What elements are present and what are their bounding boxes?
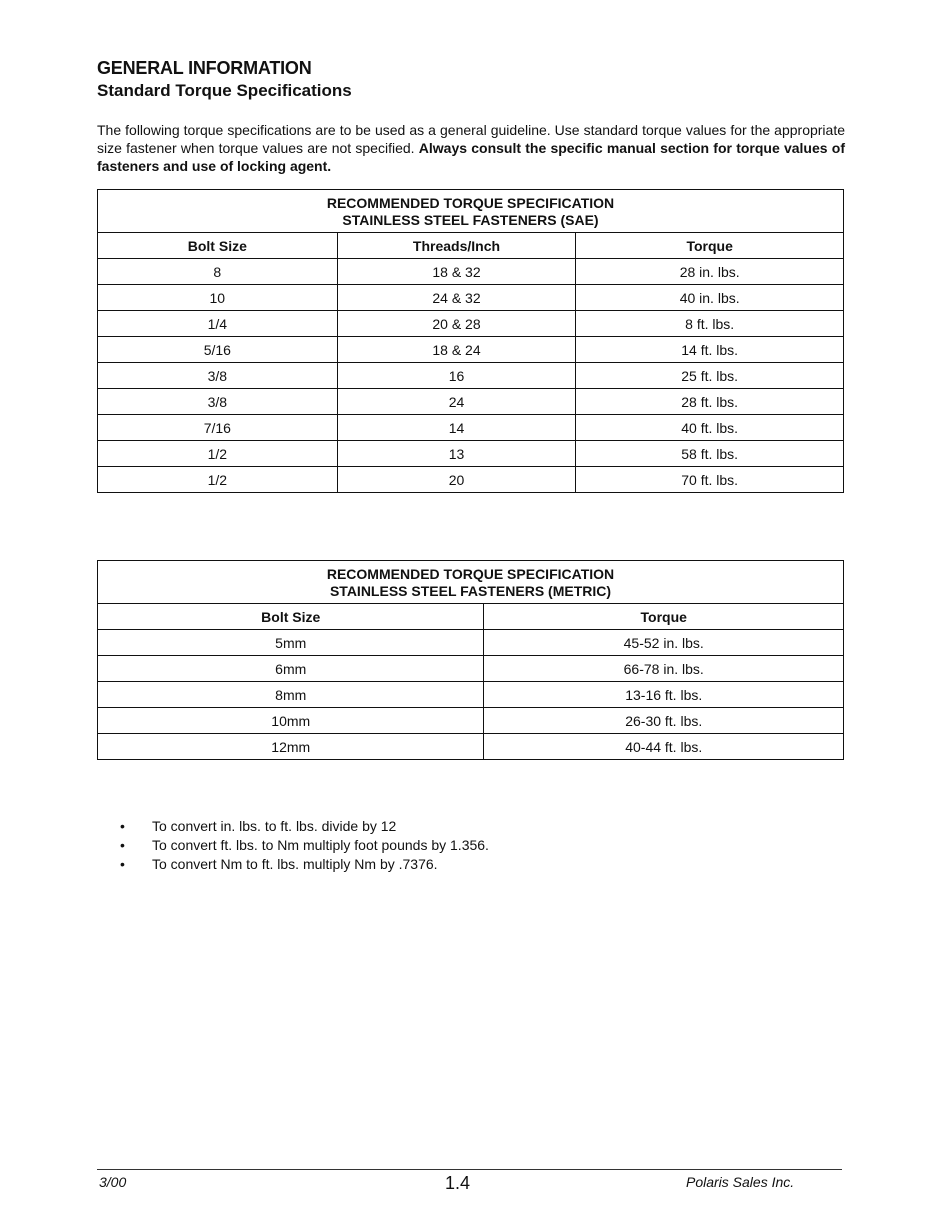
cell-torque: 28 ft. lbs. (576, 389, 844, 415)
table-row (98, 441, 844, 467)
metric-title-line-2: STAINLESS STEEL FASTENERS (METRIC) (329, 583, 612, 599)
table-row (98, 656, 844, 682)
table-row (98, 415, 844, 441)
cell-torque: 13-16 ft. lbs. (484, 682, 844, 708)
cell-torque: 40-44 ft. lbs. (484, 734, 844, 760)
cell-bolt-size: 7/16 (98, 415, 338, 441)
bullet-icon: • (120, 856, 125, 872)
cell-bolt-size: 3/8 (98, 389, 338, 415)
sae-header-torque: Torque (576, 233, 844, 259)
note-text: To convert Nm to ft. lbs. multiply Nm by .7376. (152, 856, 438, 872)
cell-torque: 25 ft. lbs. (576, 363, 844, 389)
cell-torque: 26-30 ft. lbs. (484, 708, 844, 734)
cell-threads: 14 (337, 415, 576, 441)
table-row (98, 734, 844, 760)
intro-text: The following torque specifications are to be used as a general guideline. Use standard torque values for the appropriate size fastener when torque values are not specified. (97, 122, 845, 156)
section-subtitle: Standard Torque Specifications (97, 81, 352, 100)
cell-torque: 66-78 in. lbs. (484, 656, 844, 682)
cell-threads: 24 & 32 (337, 285, 576, 311)
sae-header-bolt-size: Bolt Size (98, 233, 338, 259)
cell-torque: 40 in. lbs. (576, 285, 844, 311)
cell-threads: 24 (337, 389, 576, 415)
table-row (98, 337, 844, 363)
sae-table-title (98, 190, 844, 233)
sae-torque-table (97, 189, 844, 493)
table-row (98, 389, 844, 415)
cell-threads: 20 (337, 467, 576, 493)
table-row (98, 311, 844, 337)
cell-torque: 40 ft. lbs. (576, 415, 844, 441)
section-title: GENERAL INFORMATION (97, 58, 312, 78)
conversion-notes (120, 817, 489, 874)
list-item (120, 817, 489, 836)
cell-torque: 28 in. lbs. (576, 259, 844, 285)
cell-bolt-size: 8 (98, 259, 338, 285)
cell-torque: 14 ft. lbs. (576, 337, 844, 363)
metric-title-line-1: RECOMMENDED TORQUE SPECIFICATION (326, 566, 615, 582)
table-row (98, 259, 844, 285)
cell-torque: 70 ft. lbs. (576, 467, 844, 493)
metric-header-torque: Torque (484, 604, 844, 630)
sae-title-line-1: RECOMMENDED TORQUE SPECIFICATION (326, 195, 615, 211)
cell-bolt-size: 5mm (98, 630, 484, 656)
sae-title-line-2: STAINLESS STEEL FASTENERS (SAE) (342, 212, 599, 228)
list-item (120, 836, 489, 855)
table-row (98, 708, 844, 734)
metric-torque-table (97, 560, 844, 760)
cell-bolt-size: 3/8 (98, 363, 338, 389)
metric-table-title (98, 561, 844, 604)
sae-header-threads: Threads/Inch (337, 233, 576, 259)
cell-bolt-size: 10mm (98, 708, 484, 734)
table-row (98, 285, 844, 311)
metric-header-bolt-size: Bolt Size (98, 604, 484, 630)
page-number: 1.4 (445, 1173, 471, 1193)
cell-bolt-size: 8mm (98, 682, 484, 708)
cell-threads: 20 & 28 (337, 311, 576, 337)
table-row (98, 630, 844, 656)
list-item (120, 855, 489, 874)
cell-threads: 18 & 32 (337, 259, 576, 285)
footer-date: 3/00 (99, 1174, 127, 1190)
intro-paragraph (97, 121, 845, 175)
table-row (98, 363, 844, 389)
cell-bolt-size: 5/16 (98, 337, 338, 363)
cell-bolt-size: 10 (98, 285, 338, 311)
intro-warning-text: Always consult the specific manual section for torque values of fasteners and use of locking agent. (97, 140, 845, 174)
footer-divider (97, 1169, 842, 1170)
bullet-icon: • (120, 818, 125, 834)
cell-bolt-size: 1/2 (98, 467, 338, 493)
cell-bolt-size: 12mm (98, 734, 484, 760)
cell-threads: 13 (337, 441, 576, 467)
cell-torque: 58 ft. lbs. (576, 441, 844, 467)
table-row (98, 682, 844, 708)
footer-company: Polaris Sales Inc. (686, 1174, 795, 1190)
cell-torque: 8 ft. lbs. (576, 311, 844, 337)
note-text: To convert in. lbs. to ft. lbs. divide by 12 (152, 818, 397, 834)
cell-bolt-size: 1/2 (98, 441, 338, 467)
note-text: To convert ft. lbs. to Nm multiply foot pounds by 1.356. (152, 837, 489, 853)
cell-torque: 45-52 in. lbs. (484, 630, 844, 656)
cell-threads: 18 & 24 (337, 337, 576, 363)
cell-threads: 16 (337, 363, 576, 389)
table-row (98, 467, 844, 493)
bullet-icon: • (120, 837, 125, 853)
cell-bolt-size: 6mm (98, 656, 484, 682)
cell-bolt-size: 1/4 (98, 311, 338, 337)
